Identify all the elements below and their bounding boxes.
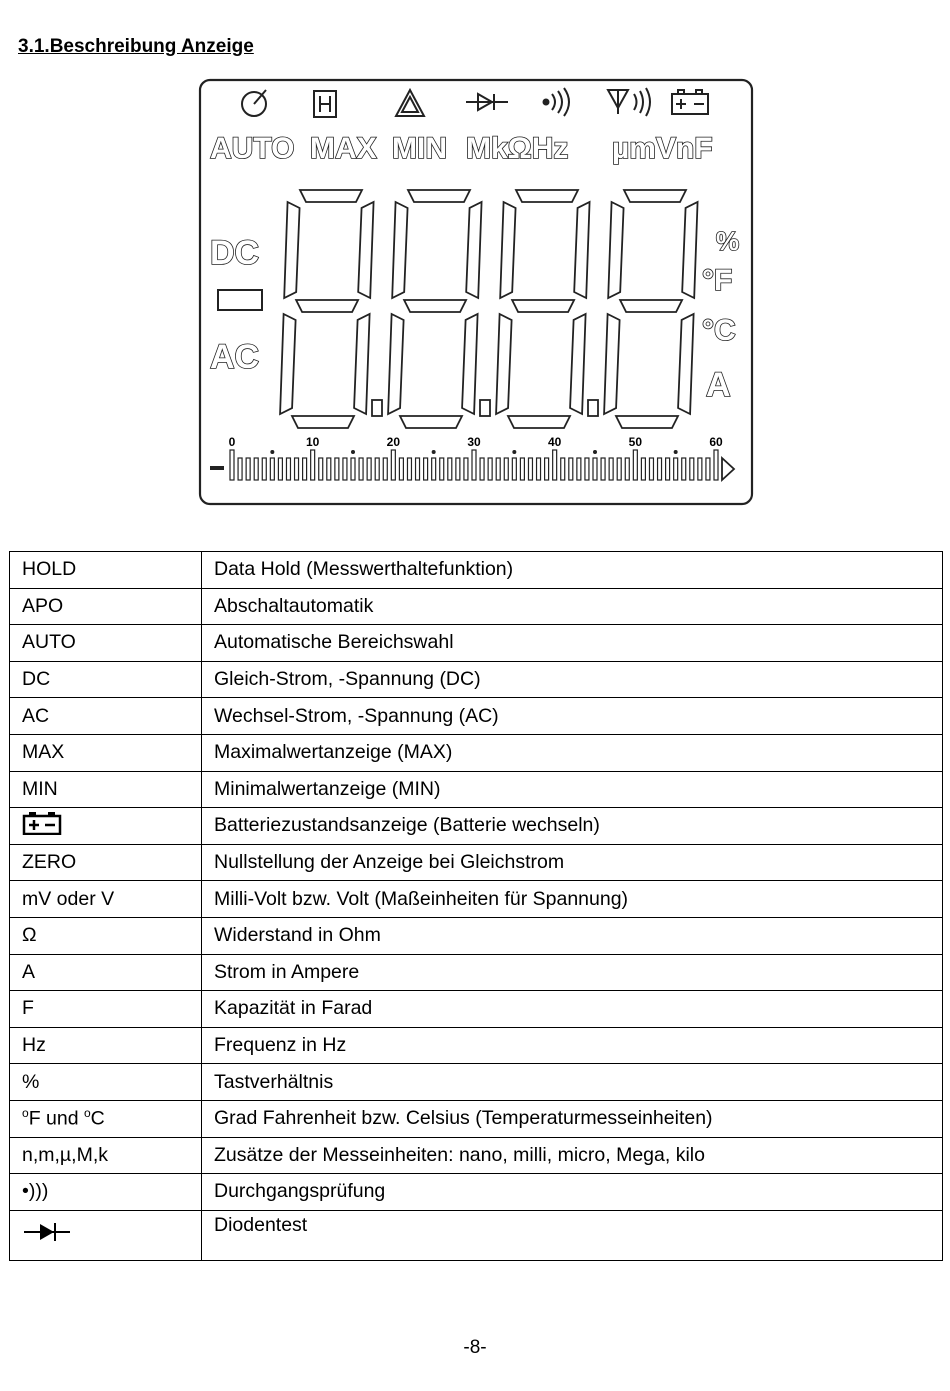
symbol-cell: HOLD — [10, 552, 202, 589]
bargraph-segment — [246, 458, 250, 480]
page-number: -8- — [463, 1337, 487, 1358]
description-cell: Durchgangsprüfung — [202, 1174, 943, 1211]
bargraph-dot — [512, 450, 516, 454]
description-cell: Widerstand in Ohm — [202, 917, 943, 954]
table-row — [10, 881, 943, 918]
bargraph-dot — [270, 450, 274, 454]
table-row — [10, 698, 943, 735]
description-table — [9, 551, 943, 1261]
bargraph-segment — [456, 458, 460, 480]
table-row — [10, 588, 943, 625]
bargraph-segment — [254, 458, 258, 480]
bargraph-segment — [311, 450, 315, 480]
bargraph-segment — [690, 458, 694, 480]
bargraph-segment — [424, 458, 428, 480]
segment-g — [296, 300, 358, 312]
description-cell: Grad Fahrenheit bzw. Celsius (Temperaturmesseinheiten) — [202, 1100, 943, 1137]
description-cell: Batteriezustandsanzeige (Batterie wechseln) — [202, 808, 943, 845]
bargraph-dot — [351, 450, 355, 454]
bargraph-segment — [658, 458, 662, 480]
table-row — [10, 954, 943, 991]
bargraph-segment — [319, 458, 323, 480]
segment-a — [624, 190, 686, 202]
segment-d — [616, 416, 678, 428]
symbol-cell: DC — [10, 661, 202, 698]
bargraph-segment — [238, 458, 242, 480]
scgment-b — [574, 202, 589, 298]
lcd-minus-sign — [218, 290, 262, 310]
bargraph-segment — [383, 458, 387, 480]
scgment-e — [462, 314, 478, 414]
bargraph-segment — [230, 450, 234, 480]
segment-e — [604, 314, 620, 414]
symbol-cell: MAX — [10, 734, 202, 771]
bargraph-segment — [649, 458, 653, 480]
description-cell: Nullstellung der Anzeige bei Gleichstrom — [202, 844, 943, 881]
description-cell: Maximalwertanzeige (MAX) — [202, 734, 943, 771]
description-cell: Kapazität in Farad — [202, 991, 943, 1028]
bargraph-segment — [343, 458, 347, 480]
decimal-point — [480, 400, 490, 416]
bargraph-segment — [432, 458, 436, 480]
bargraph-segment — [706, 458, 710, 480]
bargraph-segment — [270, 458, 274, 480]
bargraph-dot — [674, 450, 678, 454]
bargraph-segment — [601, 458, 605, 480]
table-row — [10, 552, 943, 589]
bargraph-tick-label: 10 — [305, 435, 320, 449]
description-cell: Zusätze der Messeinheiten: nano, milli, micro, Mega, kilo — [202, 1137, 943, 1174]
bargraph-dot — [432, 450, 436, 454]
bargraph-segment — [399, 458, 403, 480]
bargraph-segment — [407, 458, 411, 480]
description-cell: Frequenz in Hz — [202, 1027, 943, 1064]
lcd-mkohmhz-label: MkΩHz — [466, 132, 569, 165]
lcd-display-diagram — [196, 78, 756, 508]
bargraph-segment — [593, 458, 597, 480]
lcd-auto-label: AUTO — [210, 132, 295, 165]
segment-g — [404, 300, 466, 312]
bargraph-segment — [512, 458, 516, 480]
bargraph-segment — [359, 458, 363, 480]
description-cell: Data Hold (Messwerthaltefunktion) — [202, 552, 943, 589]
table-row — [10, 1027, 943, 1064]
bargraph-segment — [528, 458, 532, 480]
bargraph-segment — [698, 458, 702, 480]
scgment-e — [570, 314, 586, 414]
diode-icon — [22, 1220, 72, 1244]
table-row — [10, 1137, 943, 1174]
table-row — [10, 771, 943, 808]
bargraph-segment — [674, 458, 678, 480]
bargraph-segment — [561, 458, 565, 480]
bargraph-segment — [520, 458, 524, 480]
table-row — [10, 1210, 943, 1260]
lcd-umvnf-label: µmVnF — [612, 132, 713, 165]
decimal-point — [588, 400, 598, 416]
description-cell: Automatische Bereichswahl — [202, 625, 943, 662]
description-cell: Diodentest — [202, 1210, 943, 1260]
description-cell: Strom in Ampere — [202, 954, 943, 991]
scgment-e — [678, 314, 694, 414]
bargraph-segment — [286, 458, 290, 480]
table-row — [10, 844, 943, 881]
description-cell: Abschaltautomatik — [202, 588, 943, 625]
symbol-cell: Hz — [10, 1027, 202, 1064]
symbol-cell — [10, 808, 202, 845]
bargraph-segment — [295, 458, 299, 480]
table-row — [10, 991, 943, 1028]
symbol-cell: $^o$F und $^o$C — [10, 1100, 202, 1137]
symbol-cell: A — [10, 954, 202, 991]
segment-f — [392, 202, 407, 298]
bargraph-segment — [625, 458, 629, 480]
scgment-b — [682, 202, 697, 298]
symbol-cell: APO — [10, 588, 202, 625]
symbol-cell: ZERO — [10, 844, 202, 881]
table-row — [10, 625, 943, 662]
segment-a — [516, 190, 578, 202]
segment-e — [388, 314, 404, 414]
battery-icon — [22, 811, 62, 835]
description-cell: Minimalwertanzeige (MIN) — [202, 771, 943, 808]
bargraph-tick-label: 20 — [386, 435, 401, 449]
segment-e — [496, 314, 512, 414]
segment-d — [292, 416, 354, 428]
bargraph-segment — [367, 458, 371, 480]
bargraph-segment — [633, 450, 637, 480]
bargraph-segment — [714, 450, 718, 480]
bargraph-segment — [375, 458, 379, 480]
bargraph-segment — [464, 458, 468, 480]
bargraph-segment — [585, 458, 589, 480]
bargraph-segment — [609, 458, 613, 480]
bargraph-segment — [262, 458, 266, 480]
symbol-cell: n,m,µ,M,k — [10, 1137, 202, 1174]
bargraph-segment — [666, 458, 670, 480]
bargraph-segment — [682, 458, 686, 480]
lcd-min-label: MIN — [392, 132, 447, 165]
symbol-cell: AUTO — [10, 625, 202, 662]
segment-d — [400, 416, 462, 428]
lcd-ac-label: AC — [210, 338, 260, 376]
description-cell: Milli-Volt bzw. Volt (Maßeinheiten für Spannung) — [202, 881, 943, 918]
bargraph-segment — [391, 450, 395, 480]
bargraph-segment — [537, 458, 541, 480]
bargraph-segment — [577, 458, 581, 480]
bargraph-tick-label: 0 — [228, 435, 236, 449]
bargraph-segment — [545, 458, 549, 480]
table-row — [10, 1174, 943, 1211]
segment-g — [512, 300, 574, 312]
scgment-b — [466, 202, 481, 298]
lcd-celsius-label: °C — [702, 314, 736, 347]
lcd-dc-label: DC — [210, 234, 260, 272]
bargraph-tick-label: 40 — [547, 435, 562, 449]
lcd-percent-label: % — [716, 226, 740, 256]
bargraph-tick-label: 60 — [709, 435, 723, 449]
bargraph-segment — [440, 458, 444, 480]
symbol-cell: MIN — [10, 771, 202, 808]
scgment-b — [358, 202, 373, 298]
table-row — [10, 734, 943, 771]
bargraph-tick-label: 30 — [467, 435, 481, 449]
bargraph-segment — [303, 458, 307, 480]
segment-d — [508, 416, 570, 428]
segment-g — [620, 300, 682, 312]
bargraph-segment — [504, 458, 508, 480]
decimal-point — [372, 400, 382, 416]
bargraph-segment — [327, 458, 331, 480]
bargraph-segment — [641, 458, 645, 480]
table-row — [10, 1100, 943, 1137]
symbol-cell: % — [10, 1064, 202, 1101]
lcd-ampere-label: A — [706, 366, 731, 404]
segment-a — [300, 190, 362, 202]
table-row — [10, 1064, 943, 1101]
description-cell: Wechsel-Strom, -Spannung (AC) — [202, 698, 943, 735]
bargraph-segment — [448, 458, 452, 480]
bargraph-segment — [351, 458, 355, 480]
table-row — [10, 661, 943, 698]
segment-e — [280, 314, 296, 414]
scgment-e — [354, 314, 370, 414]
bargraph-segment — [278, 458, 282, 480]
description-cell: Gleich-Strom, -Spannung (DC) — [202, 661, 943, 698]
bargraph-segment — [617, 458, 621, 480]
bargraph-segment — [569, 458, 573, 480]
symbol-cell: Ω — [10, 917, 202, 954]
symbol-cell: mV oder V — [10, 881, 202, 918]
segment-f — [500, 202, 515, 298]
segment-f — [608, 202, 623, 298]
table-row — [10, 917, 943, 954]
lcd-fahrenheit-label: °F — [702, 264, 733, 297]
segment-a — [408, 190, 470, 202]
symbol-cell: •))) — [10, 1174, 202, 1211]
description-cell: Tastverhältnis — [202, 1064, 943, 1101]
bargraph-segment — [335, 458, 339, 480]
symbol-cell: AC — [10, 698, 202, 735]
section-heading: 3.1.Beschreibung Anzeige — [18, 36, 254, 57]
symbol-cell — [10, 1210, 202, 1260]
segment-f — [284, 202, 299, 298]
bargraph-segment — [472, 450, 476, 480]
bargraph-segment — [553, 450, 557, 480]
bargraph-dot — [593, 450, 597, 454]
bargraph-tick-label: 50 — [628, 435, 643, 449]
bargraph-minus — [210, 466, 224, 470]
symbol-cell: F — [10, 991, 202, 1028]
bargraph-segment — [496, 458, 500, 480]
bargraph-segment — [480, 458, 484, 480]
bargraph-segment — [488, 458, 492, 480]
table-row — [10, 808, 943, 845]
bargraph-segment — [416, 458, 420, 480]
lcd-max-label: MAX — [310, 132, 377, 165]
